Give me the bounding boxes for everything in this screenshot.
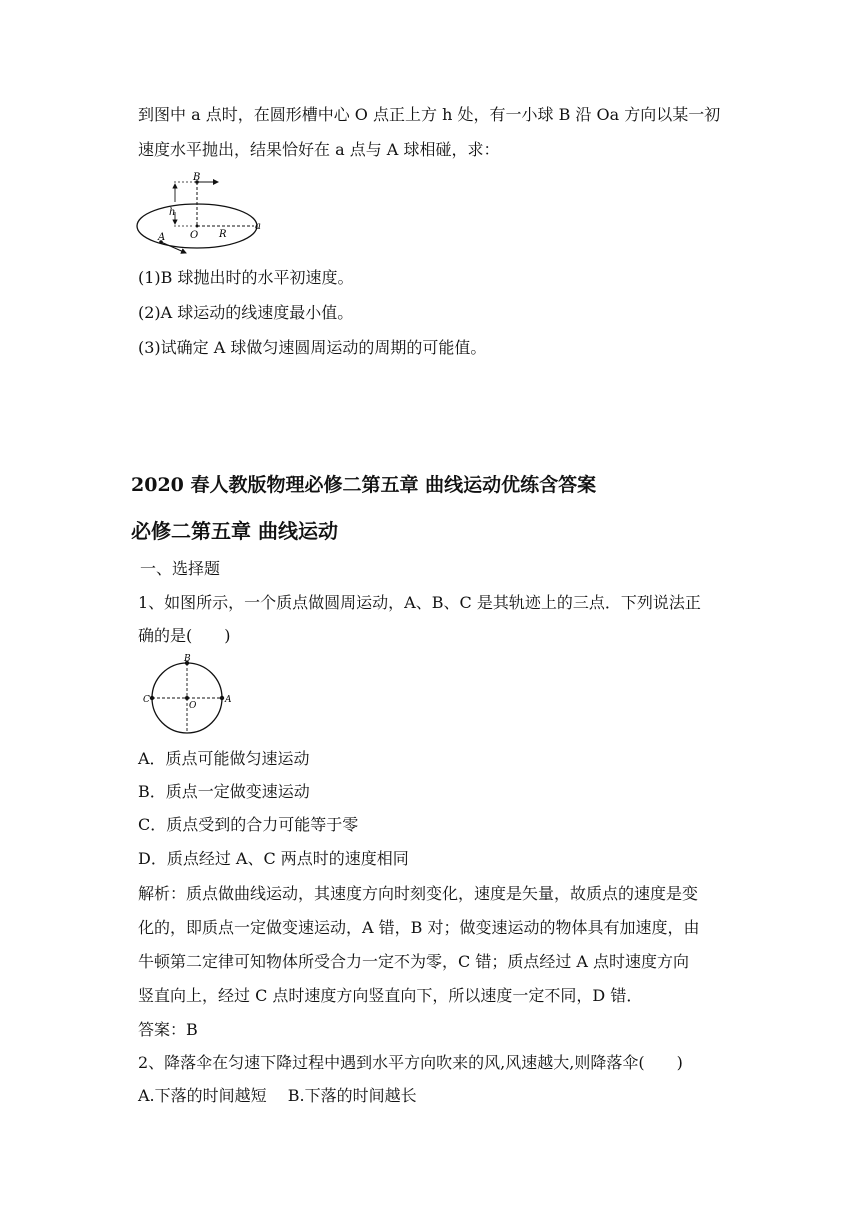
- analysis-line: 竖直向上，经过 C 点时速度方向竖直向下，所以速度一定不同，D 错．: [138, 986, 643, 1005]
- answer-line: 答案：B: [138, 1020, 198, 1039]
- question-stem: 2、降落伞在匀速下降过程中遇到水平方向吹来的风,风速越大,则降落伞( ): [138, 1053, 683, 1072]
- section-heading: 一、选择题: [140, 559, 221, 578]
- question-item: (1)B 球抛出时的水平初速度。: [138, 268, 354, 287]
- point-a: [220, 696, 224, 700]
- question-item: (3)试确定 A 球做匀速圆周运动的周期的可能值。: [138, 338, 487, 357]
- projectile-figure: [132, 168, 272, 260]
- options-line: A.下落的时间越短 B.下落的时间越长: [138, 1086, 417, 1105]
- analysis-line: 化的，即质点一定做变速运动，A 错，B 对；做变速运动的物体具有加速度，由: [138, 918, 700, 937]
- label-a: A: [225, 695, 232, 705]
- option-a: A．质点可能做匀速运动: [138, 749, 310, 768]
- point-o: [185, 696, 189, 700]
- label-b: B: [184, 654, 191, 664]
- question-item: (2)A 球运动的线速度最小值。: [138, 303, 354, 322]
- option-b: B．质点一定做变速运动: [138, 782, 310, 801]
- chapter-title: 必修二第五章 曲线运动: [131, 519, 338, 543]
- label-o: O: [189, 701, 197, 711]
- document-title: 2020 春人教版物理必修二第五章 曲线运动优练含答案: [131, 474, 597, 496]
- question-stem: 确的是( ): [138, 626, 231, 645]
- problem-text-line: 到图中 a 点时，在圆形槽中心 O 点正上方 h 处，有一小球 B 沿 Oa 方向以某一初: [138, 105, 721, 124]
- point-c: [150, 696, 154, 700]
- option-d: D．质点经过 A、C 两点时的速度相同: [138, 849, 409, 868]
- label-a-ball: A: [158, 232, 166, 243]
- analysis-line: 解析：质点做曲线运动，其速度方向时刻变化，速度是矢量，故质点的速度是变: [138, 884, 699, 903]
- center-o: [196, 225, 199, 228]
- problem-text-line: 速度水平抛出，结果恰好在 a 点与 A 球相碰，求：: [138, 140, 500, 159]
- circle-figure: [140, 652, 236, 740]
- question-stem: 1、如图所示，一个质点做圆周运动，A、B、C 是其轨迹上的三点．下列说法正: [138, 593, 701, 612]
- label-r: R: [219, 229, 227, 240]
- label-h: h: [169, 207, 176, 218]
- label-o: O: [190, 230, 199, 241]
- label-a-point: a: [255, 221, 261, 232]
- analysis-line: 牛顿第二定律可知物体所受合力一定不为零，C 错；质点经过 A 点时速度方向: [138, 952, 690, 971]
- option-c: C．质点受到的合力可能等于零: [138, 815, 359, 834]
- label-c: C: [143, 695, 150, 705]
- label-b: B: [193, 172, 201, 183]
